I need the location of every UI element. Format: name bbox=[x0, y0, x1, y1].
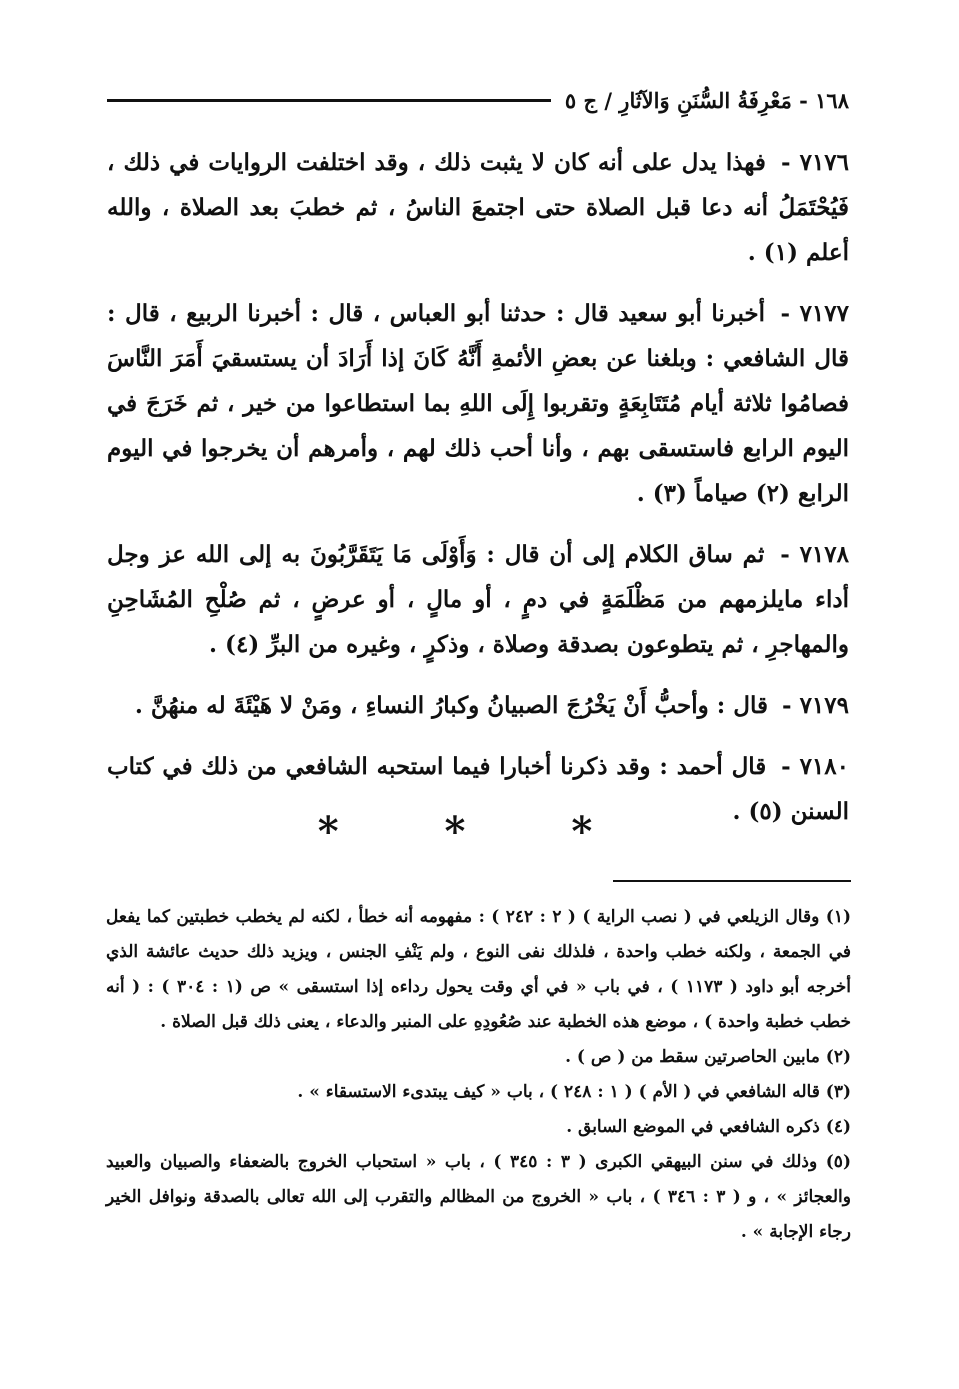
paragraph-text: أخبرنا أبو سعيد قال : حدثنا أبو العباس ، قال : أخبرنا الربيع ، قال : قال الشافعي : وبلغنا عن بعضِ الأئمةِ أَنَّهُ كَانَ إذا أَرَادَ أن يستسقيَ أَمَرَ النَّاسَ فصامُوا ثلاثة أيام مُتَتَابِعَةٍ وتقربوا إِلَى اللهِ بما استطاعوا من خير ، ثم خَرَجَ في اليوم الرابع فاستسقى بهم ، وأنا أحب ذلك لهم ، وأمرهم أن يخرجوا في اليوم الرابع (٢) صياماً (٣) . bbox=[107, 300, 849, 507]
footnote-1: (١) وقال الزيلعي في ( نصب الراية ) ( ٢ : ٢٤٢ ) : مفهومه أنه خطأ ، لكنه لم يخطب خطبتين كما يفعل في الجمعة ، ولكنه خطب واحدة ، فلذلك نفى النوع ، ولم يَنْفِ الجنس ، ويزيد ذلك حديث عائشة الذي أخرجه أبو داود ( ١١٧٣ ) ، في باب « في أي وقت يحول رداءه إذا استسقى » ص (١ : ٣٠٤ ) : ( أنه خطب خطبة واحدة ) ، موضع هذه الخطبة عند صُعُودِهِ على المنبر والدعاء ، يعنى ذلك قبل الصلاة . bbox=[106, 907, 851, 1032]
paragraph-7176 bbox=[107, 140, 849, 275]
footnote-2: (٢) مابين الحاصرتين سقط من ( ص ) . bbox=[565, 1047, 851, 1067]
paragraph-text: ثم ساق الكلام إلى أن قال : وَأَوْلَى مَا يَتَقَرَّبُونَ به إلى الله عز وجل أداء مايلزمهم من مَظْلَمَةٍ في دمٍ ، أو مالٍ ، أو عرضٍ ، ثم صُلْحِ المُشَاحِنِ والمهاجرِ ، ثم يتطوعون بصدقة وصلاة ، وذكرٍ ، وغيره من البرِّ (٤) . bbox=[107, 541, 849, 658]
paragraph-text: فهذا يدل على أنه كان لا يثبت ذلك ، وقد اختلفت الروايات في ذلك ، فَيُحْتَمَلُ أنه دعا قبل الصلاة حتى اجتمعَ الناسُ ، ثم خطبَ بعد الصلاة ، والله أعلم (١) . bbox=[107, 149, 849, 266]
footnote-3: (٣) قاله الشافعي في ( الأم ) ( ١ : ٢٤٨ ) ، باب « كيف يبتدىء الاستسقاء » . bbox=[297, 1082, 851, 1102]
paragraph-number: ٧١٧٩ - bbox=[782, 692, 849, 719]
main-text bbox=[107, 140, 849, 850]
header-title: ١٦٨ - مَعْرِفَةُ السُّنَنِ وَالآثَارِ / ج ٥ bbox=[564, 88, 849, 113]
section-separator: * * * bbox=[317, 808, 639, 855]
paragraph-number: ٧١٧٧ - bbox=[780, 300, 849, 327]
paragraph-7177 bbox=[107, 291, 849, 516]
footnotes bbox=[106, 900, 851, 1250]
footnote-4: (٤) ذكره الشافعي في الموضع السابق . bbox=[566, 1117, 851, 1137]
header-rule bbox=[107, 99, 551, 102]
footnote-5: (٥) وذلك في سنن البيهقي الكبرى ( ٣ : ٣٤٥ ) ، باب « استحباب الخروج بالضعفاء والصبيان والعبيد والعجائز » ، و ( ٣ : ٣٤٦ ) ، باب « الخروج من المظالم والتقرب إلى الله تعالى بالصدقة ونوافل الخير رجاء الإجابة » . bbox=[106, 1152, 851, 1242]
paragraph-number: ٧١٧٨ - bbox=[780, 541, 849, 568]
paragraph-text: قال أحمد : وقد ذكرنا أخبارا فيما استحبه الشافعي من ذلك في كتاب السنن (٥) . bbox=[107, 753, 849, 825]
paragraph-7178 bbox=[107, 532, 849, 667]
paragraph-text: قال : وأحبُّ أَنْ يَخْرُجَ الصبيانُ وكبارُ النساءِ ، ومَنْ لا هَيْئَةَ له منهُنَّ . bbox=[134, 692, 768, 719]
paragraph-number: ٧١٨٠ - bbox=[781, 753, 849, 780]
footnote-rule bbox=[613, 880, 851, 882]
paragraph-number: ٧١٧٦ - bbox=[780, 149, 850, 176]
page-header bbox=[107, 88, 849, 113]
paragraph-7179 bbox=[107, 683, 849, 728]
